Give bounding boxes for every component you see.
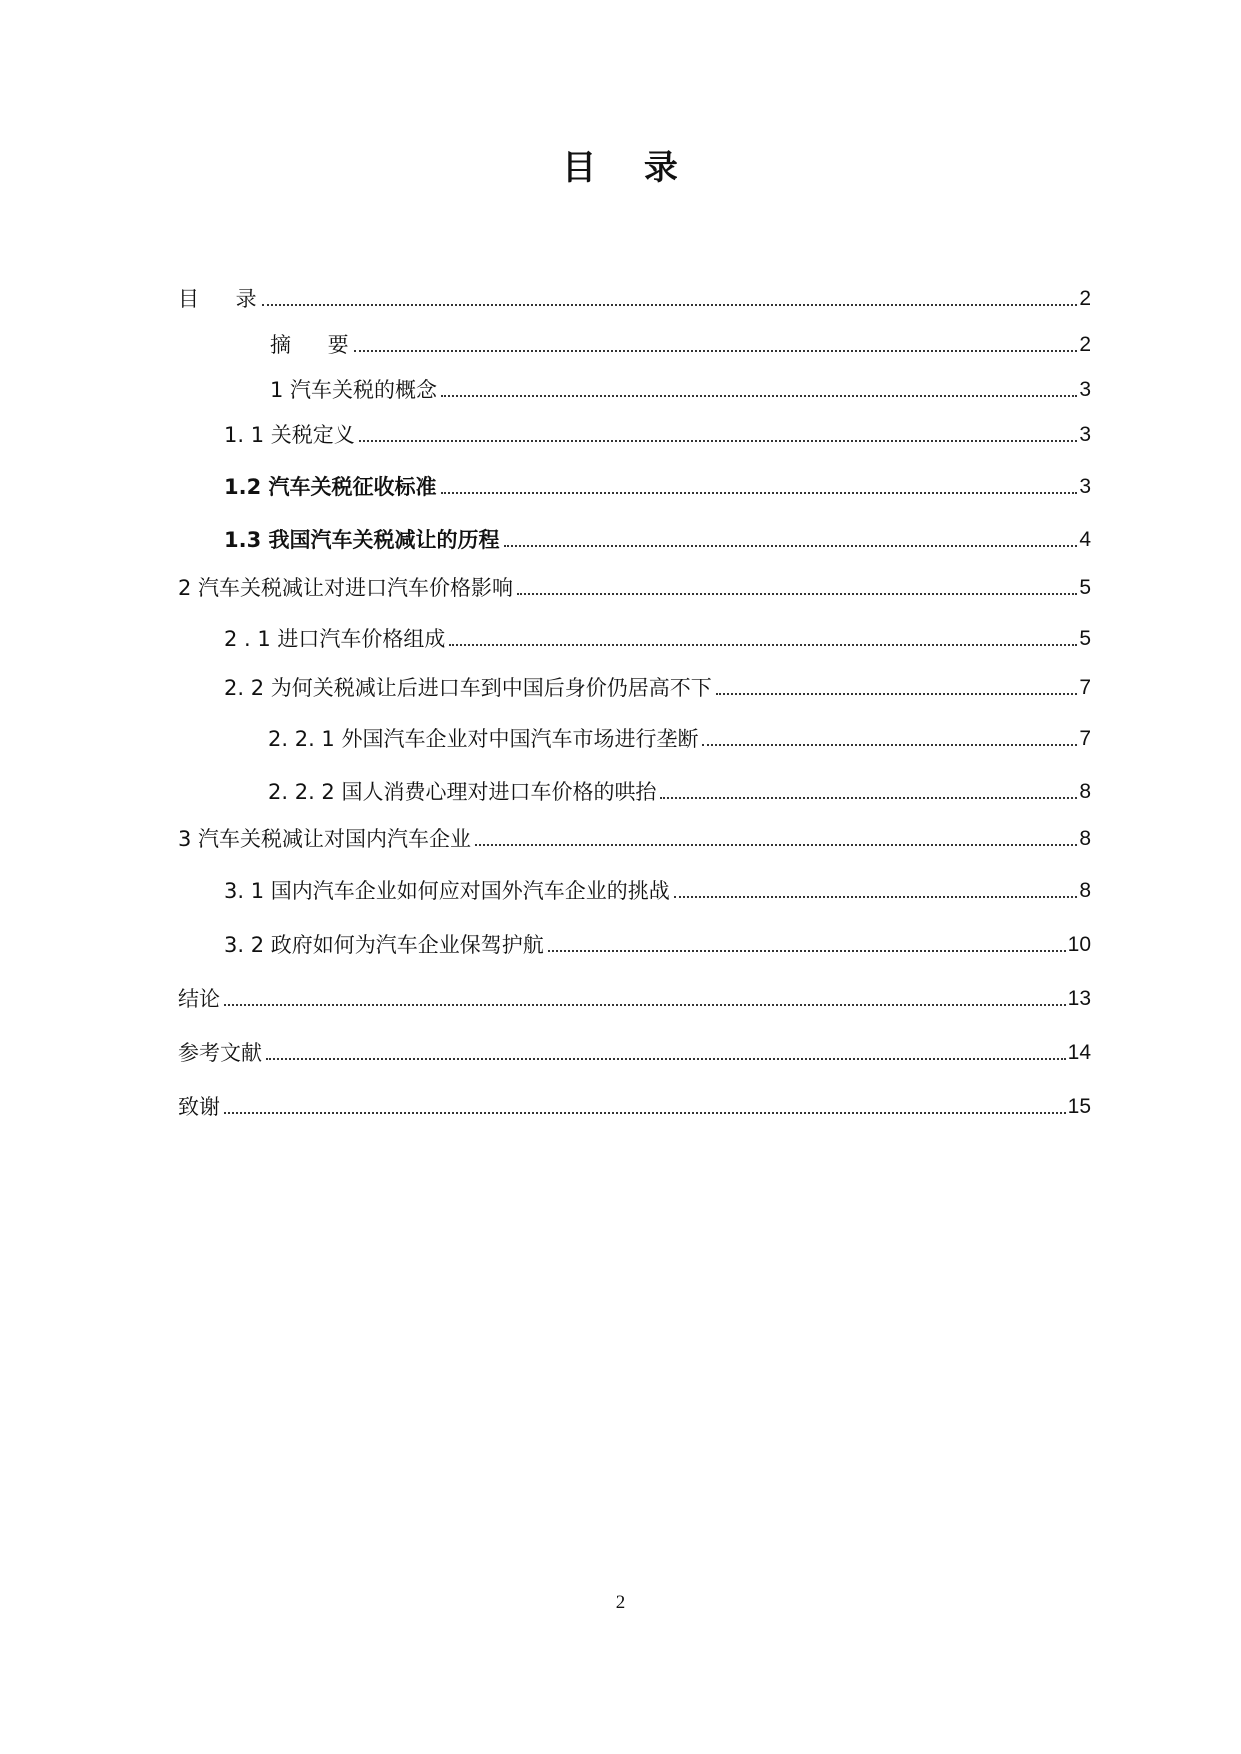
toc-entry-2-2-2[interactable] [178,776,1091,806]
toc-entry-1-3[interactable] [178,524,1091,554]
toc-entry-abstract[interactable] [178,329,1091,359]
toc-entry-label: 2 汽车关税减让对进口汽车价格影响 [178,576,514,600]
dot-leader [548,950,1066,952]
toc-entry-page: 8 [1079,827,1091,850]
dot-leader [660,797,1077,799]
toc-entry-label: 致谢 [178,1095,220,1119]
toc-entry-page: 5 [1079,627,1091,650]
toc-entry-label: 2 . 1 进口汽车价格组成 [224,627,446,651]
dot-leader [475,844,1077,846]
dot-leader [716,693,1078,695]
toc-entry-page: 8 [1079,879,1091,902]
toc-entry-page: 3 [1079,475,1091,498]
dot-leader [359,440,1078,442]
toc-entry-2[interactable] [178,572,1091,602]
dot-leader [517,593,1077,595]
dot-leader [674,896,1078,898]
toc-entry-1[interactable] [178,374,1091,404]
dot-leader [441,492,1078,494]
toc-entry-page: 2 [1079,287,1091,310]
dot-leader [504,545,1078,547]
toc-entry-page: 7 [1079,727,1091,750]
toc-entry-label: 1 汽车关税的概念 [270,378,438,402]
toc-entry-3[interactable] [178,823,1091,853]
dot-leader [262,304,1078,306]
toc-entry-label: 3. 1 国内汽车企业如何应对国外汽车企业的挑战 [224,879,670,903]
toc-entry-3-2[interactable] [178,929,1091,959]
toc-entry-page: 13 [1067,987,1091,1010]
dot-leader [702,744,1077,746]
toc-entry-label: 结论 [178,987,220,1011]
toc-entry-label: 3 汽车关税减让对国内汽车企业 [178,827,472,851]
toc-entry-label: 3. 2 政府如何为汽车企业保驾护航 [224,933,544,957]
toc-entry-references[interactable] [178,1037,1091,1067]
toc-entry-1-2[interactable] [178,471,1091,501]
toc-entry-page: 3 [1079,423,1091,446]
dot-leader [354,350,1078,352]
dot-leader [441,395,1077,397]
toc-entry-page: 4 [1079,528,1091,551]
toc-entry-page: 10 [1067,933,1091,956]
toc-entry-2-2-1[interactable] [178,723,1091,753]
toc-entry-2-2[interactable] [178,672,1091,702]
dot-leader [224,1112,1066,1114]
dot-leader [224,1004,1066,1006]
toc-entry-page: 15 [1067,1095,1091,1118]
toc-entry-label: 2. 2. 2 国人消费心理对进口车价格的哄抬 [268,780,657,804]
toc-entry-label: 目 录 [178,287,258,311]
toc-entry-page: 5 [1079,576,1091,599]
toc-entry-label: 2. 2 为何关税减让后进口车到中国后身价仍居高不下 [224,676,712,700]
toc-entry-page: 8 [1079,780,1091,803]
page-number: 2 [615,1592,626,1613]
toc-entry-page: 7 [1079,676,1091,699]
toc-entry-label: 1.2 汽车关税征收标准 [224,475,437,499]
page-title: 目 录 [562,148,679,188]
dot-leader [449,644,1077,646]
toc-entry-3-1[interactable] [178,875,1091,905]
toc-entry-2-1[interactable] [178,623,1091,653]
toc-entry-page: 14 [1067,1041,1091,1064]
toc-entry-contents[interactable] [178,283,1091,313]
toc-entry-acknowledgements[interactable] [178,1091,1091,1121]
dot-leader [266,1058,1066,1060]
toc-entry-label: 参考文献 [178,1041,262,1065]
toc-entry-label: 2. 2. 1 外国汽车企业对中国汽车市场进行垄断 [268,727,699,751]
toc-entry-page: 3 [1079,378,1091,401]
toc-entry-1-1[interactable] [178,419,1091,449]
toc-entry-label: 摘 要 [270,333,350,357]
toc-entry-label: 1. 1 关税定义 [224,423,355,447]
toc-entry-page: 2 [1079,333,1091,356]
toc-entry-label: 1.3 我国汽车关税减让的历程 [224,528,500,552]
toc-entry-conclusion[interactable] [178,983,1091,1013]
